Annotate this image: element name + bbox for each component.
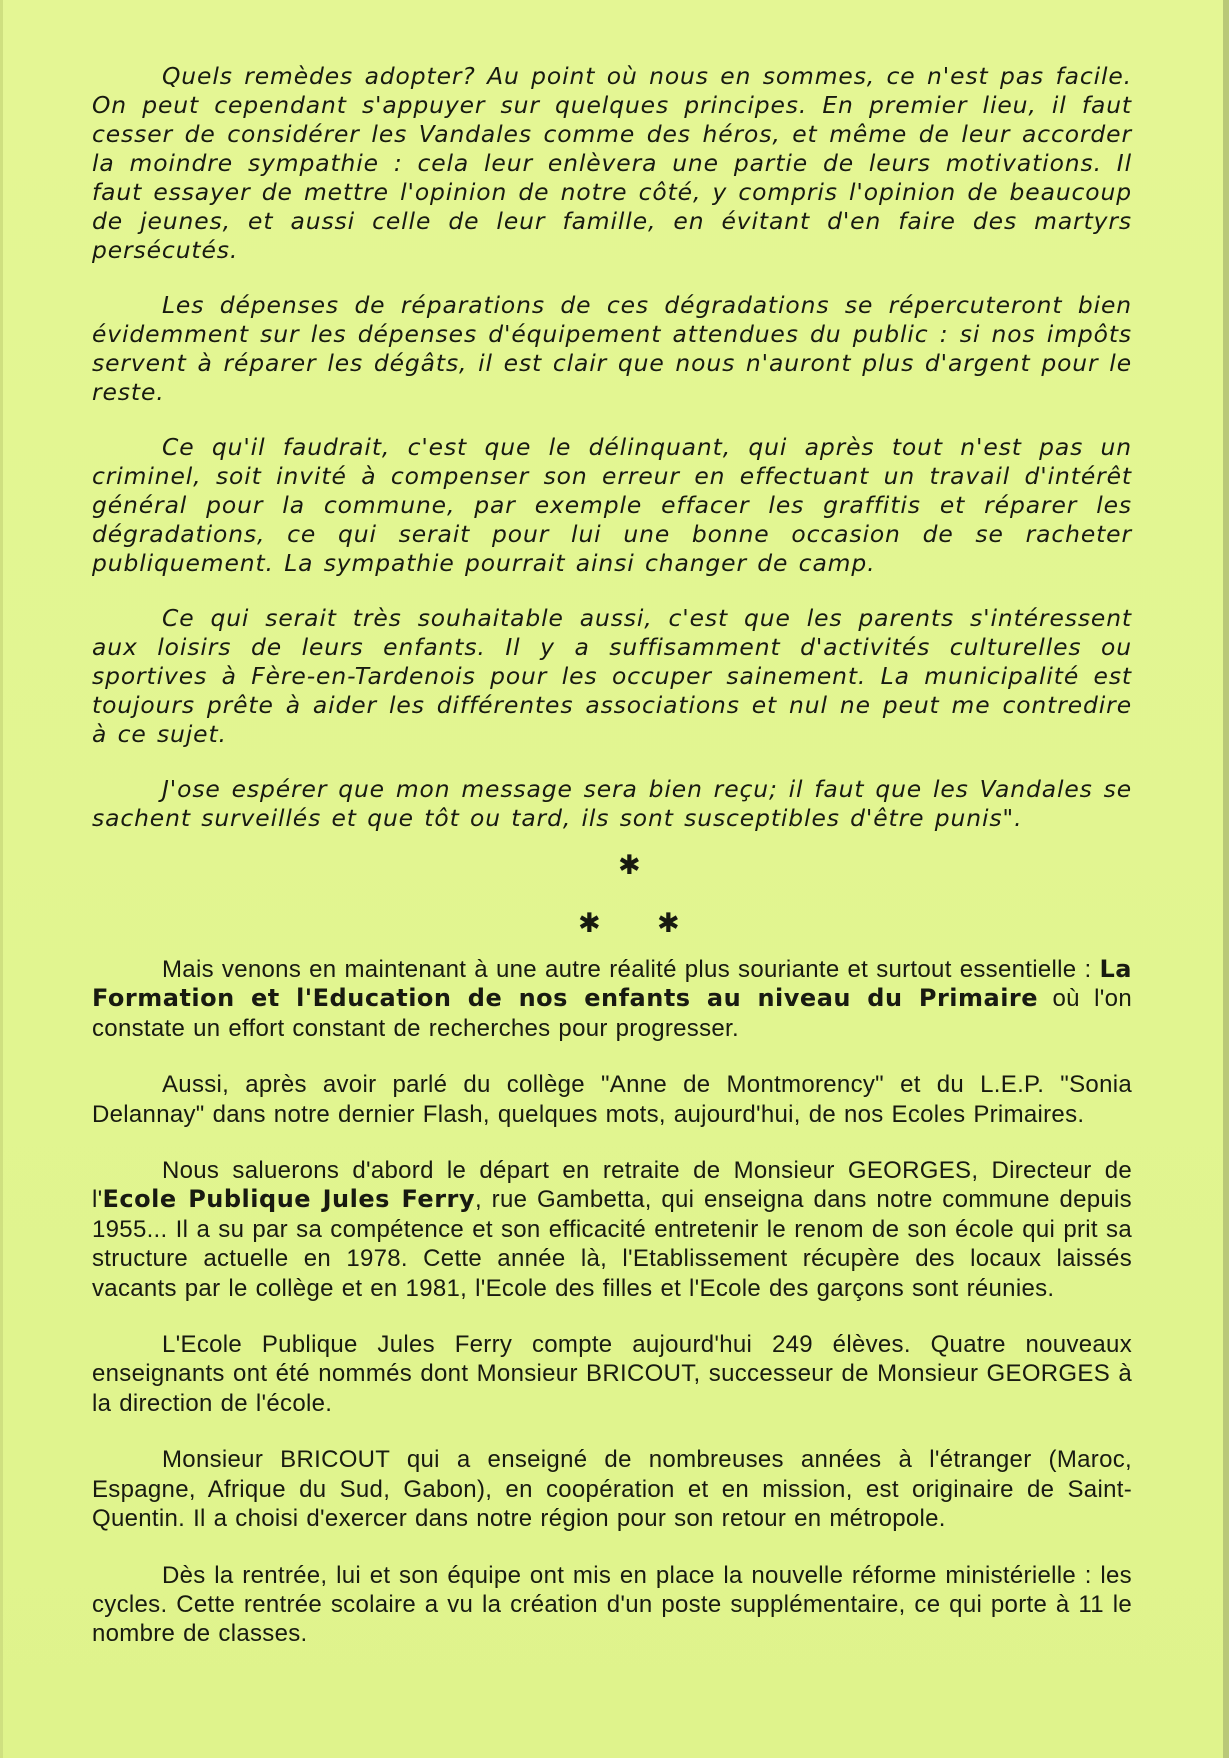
- paragraph-gap: [92, 265, 1132, 291]
- document-body: [92, 62, 1132, 1649]
- paragraph-formation: [92, 955, 1132, 1043]
- paragraph-bricout: Monsieur BRICOUT qui a enseigné de nombreuses années à l'étranger (Maroc, Espagne, Afrique du Sud, Gabon), en coopération et en mission, est originaire de Saint-Quentin. Il a choisi d'exercer dans notre région pour son retour en métropole.: [92, 1446, 1132, 1533]
- paragraph-georges: [92, 1156, 1132, 1303]
- paragraph-gap: [92, 1303, 1132, 1330]
- formation-text-before: Mais venons en maintenant à une autre réalité plus souriante et surtout essentielle :: [162, 956, 1100, 983]
- paragraph-repair-costs: Les dépenses de réparations de ces dégradations se répercuteront bien évidemment sur les dépenses d'équipement attendues du public : si nos impôts servent à réparer les dégâts, il est clair que nous n'auront plus d'argent pour le reste.: [92, 291, 1132, 406]
- paragraph-gap: [92, 749, 1132, 775]
- paragraph-gap: [92, 578, 1132, 604]
- paragraph-gap: [92, 1534, 1132, 1561]
- star-separator: [92, 833, 1132, 955]
- paragraph-community-work: Ce qu'il faudrait, c'est que le délinquant, qui après tout n'est pas un criminel, soit invité à compenser son erreur en effectuant un travail d'intérêt général pour la commune, par exemple effacer les graffitis et réparer les dégradations, ce qui serait pour lui une bonne occasion de se racheter publiquement. La sympathie pourrait ainsi changer de camp.: [92, 433, 1132, 577]
- paragraph-gap: [92, 1043, 1132, 1070]
- star-icon: ✱: [657, 908, 680, 939]
- formation-bold-title: La Formation et l'Education de nos enfants au niveau du Primaire: [92, 955, 1132, 1013]
- paragraph-remedies: Quels remèdes adopter? Au point où nous en sommes, ce n'est pas facile. On peut cependant s'appuyer sur quelques principes. En premier lieu, il faut cesser de considérer les Vandales comme des héros, et même de leur accorder la moindre sympathie : cela leur enlèvera une partie de leurs motivations. Il faut essayer de mettre l'opinion de notre côté, y compris l'opinion de beaucoup de jeunes, et aussi celle de leur famille, en évitant d'en faire des martyrs persécutés.: [92, 62, 1132, 264]
- paragraph-parents-leisure: Ce qui serait très souhaitable aussi, c'est que les parents s'intéressent aux loisirs de leurs enfants. Il y a suffisamment d'activités culturelles ou sportives à Fère-en-Tardenois pour les occuper sainement. La municipalité est toujours prête à aider les différentes associations et nul ne peut me contredire à ce sujet.: [92, 604, 1132, 748]
- paragraph-gap: [92, 1418, 1132, 1445]
- paragraph-reform: Dès la rentrée, lui et son équipe ont mis en place la nouvelle réforme ministérielle : les cycles. Cette rentrée scolaire a vu la création d'un poste supplémentaire, ce qui porte à 11 le nombre de classes.: [92, 1561, 1132, 1648]
- paragraph-message: J'ose espérer que mon message sera bien reçu; il faut que les Vandales se sachent surveillés et que tôt ou tard, ils sont susceptibles d'être punis".: [92, 775, 1132, 832]
- paper-right-edge: [1223, 0, 1229, 1758]
- paragraph-gap: [92, 407, 1132, 433]
- georges-text-before: Nous saluerons d'abord le départ en retraite de Monsieur GEORGES, Directeur de l': [92, 1157, 1132, 1214]
- paper-left-edge: [0, 0, 3, 1758]
- star-icon: ✱: [578, 908, 601, 939]
- formation-text-after: où l'on constate un effort constant de recherches pour progresser.: [92, 985, 1132, 1042]
- paragraph-student-count: L'Ecole Publique Jules Ferry compte aujourd'hui 249 élèves. Quatre nouveaux enseignants ont été nommés dont Monsieur BRICOUT, successeur de Monsieur GEORGES à la direction de l'école.: [92, 1331, 1132, 1417]
- georges-text-after: , rue Gambetta, qui enseigna dans notre commune depuis 1955... Il a su par sa compétence et son efficacité entretenir le renom de son école qui prit sa structure actuelle en 1978. Cette année là, l'Etablissement récupère des locaux laissés vacants par le collège et en 1981, l'Ecole des filles et l'Ecole des garçons sont réunies.: [92, 1186, 1132, 1302]
- school-name-bold: Ecole Publique Jules Ferry: [102, 1185, 476, 1214]
- paragraph-aussi: Aussi, après avoir parlé du collège "Anne de Montmorency" et du L.E.P. "Sonia Delannay" dans notre dernier Flash, quelques mots, aujourd'hui, de nos Ecoles Primaires.: [92, 1071, 1132, 1128]
- star-icon: ✱: [618, 850, 641, 881]
- paragraph-gap: [92, 1129, 1132, 1156]
